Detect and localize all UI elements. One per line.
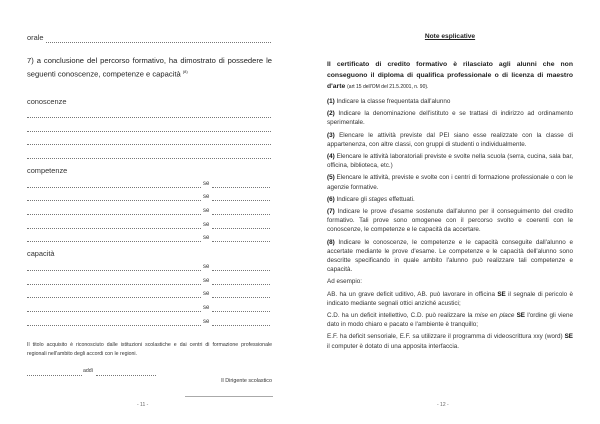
note-number: (6) [327,195,337,203]
example-item: AB. ha un grave deficit uditivo, AB. può lavorare in officina SE il segnale di pericolo è indicato mediante segnali ottici anziché acustici; [327,290,573,307]
note-item: (3) Elencare le attività previste dal PEI siano esse realizzate con la classe di appartenenza, con altre classi, con gruppi di studenti o individualmente. [327,131,573,148]
note-number: (8) [327,238,339,246]
intro-paragraph [327,59,573,93]
right-page [300,0,600,424]
recognition-note: Il titolo acquisito è riconosciuto dalle istituzioni scolastiche e dai centri di formazione professionale regionali nell'ambito degli accordi con le regioni. [27,342,272,357]
se-label: se [203,291,210,297]
competenze-line[interactable] [27,228,201,229]
competenze-condition-line[interactable] [212,214,270,215]
note-item: (5) Elencare le attività, previste e svolte con i centri di formazione professionale o con le agenzie formative. [327,174,573,191]
page-number: - 11 - [137,402,149,408]
conoscenze-line[interactable] [27,117,271,118]
competenze-line[interactable] [27,241,201,242]
competenze-line[interactable] [27,200,201,201]
note-number: (4) [327,153,337,161]
se-label: se [203,194,210,200]
note-number: (7) [327,208,338,216]
capacita-condition-line[interactable] [212,325,270,326]
place-field-line[interactable] [27,375,82,376]
capacita-line[interactable] [27,270,201,271]
capacita-line[interactable] [27,311,201,312]
item7-text: 7) a conclusione del percorso formativo, ha dimostrato di possedere le seguenti conoscenze, competenze e capacità $^{(8)}$ [27,56,272,79]
se-label: se [203,222,210,228]
competenze-line[interactable] [27,187,201,188]
se-label: se [203,319,210,325]
intro-bold-text: Il certificato di credito formativo è rilasciato agli alunni che non conseguono il diploma di qualifica professionale o di licenza di maestro d'arte [327,61,573,90]
orale-label: orale [27,33,44,42]
signature-label: Il Dirigente scolastico [221,378,272,384]
se-label: se [203,181,210,187]
note-number: (1) [327,98,337,105]
capacita-heading: capacità [27,249,55,258]
note-number: (2) [327,110,339,118]
note-item: (7) Indicare le prove d'esame sostenute dall'alunno per il conseguimento del credito formativo. Tali prove sono omogenee con il percorso svolto e coerenti con le conoscenze, le competenze e le capacità da accertare. [327,208,573,234]
note-number: (5) [327,174,337,182]
conoscenze-line[interactable] [27,131,271,132]
signature-line[interactable] [185,396,273,397]
competenze-line[interactable] [27,214,201,215]
intro-reference: (art 15 dell'OM del 21.5.2001, n. 90). [347,84,429,90]
example-item: E.F. ha deficit sensoriale, E.F. sa utilizzare il programma di videoscrittura xxy (word) SE il computer è dotato di una apposita interfaccia. [327,333,573,350]
capacita-line[interactable] [27,297,201,298]
se-label: se [203,305,210,311]
note-item: (4) Elencare le attività laboratoriali previste e svolte nella scuola (serra, cucina, sala bar, officina, biblioteca, etc.) [327,153,574,170]
date-field-line[interactable] [96,375,156,376]
se-label: se [203,278,210,284]
competenze-condition-line[interactable] [212,187,270,188]
conoscenze-line[interactable] [27,158,271,159]
competenze-condition-line[interactable] [212,228,270,229]
page-number: - 12 - [437,402,449,408]
note-number: (3) [327,131,340,139]
capacita-line[interactable] [27,325,201,326]
competenze-condition-line[interactable] [212,200,270,201]
competenze-condition-line[interactable] [212,241,270,242]
competenze-heading: competenze [27,166,68,175]
conoscenze-line[interactable] [27,144,271,145]
example-heading: Ad esempio: [327,278,363,286]
capacita-condition-line[interactable] [212,270,270,271]
note-item: (1) Indicare la classe frequentata dall'alunno [327,98,451,105]
se-label: se [203,235,210,241]
capacita-condition-line[interactable] [212,311,270,312]
note-item: (8) Indicare le conoscenze, le competenze e le capacità conseguite dall'alunno e accertate mediante le prove d'esame. Le competenze e le capacità dell'alunno sono descritte specificando in quale ambito l'alunno può realizzare tali competenze e capacità. [327,238,573,274]
capacita-line[interactable] [27,284,201,285]
capacita-condition-line[interactable] [212,284,270,285]
se-label: se [203,264,210,270]
note-item: (2) Indicare la denominazione dell'istituto e se trattasi di indirizzo ad ordinamento sperimentale. [327,110,573,127]
orale-field-line[interactable] [46,42,271,43]
note-item: (6) Indicare gli stages effettuati. [327,195,415,203]
se-label: se [203,208,210,214]
notes-title: Note esplicative [424,33,476,40]
notes-list [327,97,573,354]
addi-label: addì [83,368,94,374]
example-item: C.D. ha un deficit intellettivo, C.D. può realizzare la mise en place SE l'ordine gli viene dato in modo chiaro e pacato e l'ambiente è tranquillo; [327,312,574,329]
conoscenze-heading: conoscenze [27,97,67,106]
capacita-condition-line[interactable] [212,297,270,298]
